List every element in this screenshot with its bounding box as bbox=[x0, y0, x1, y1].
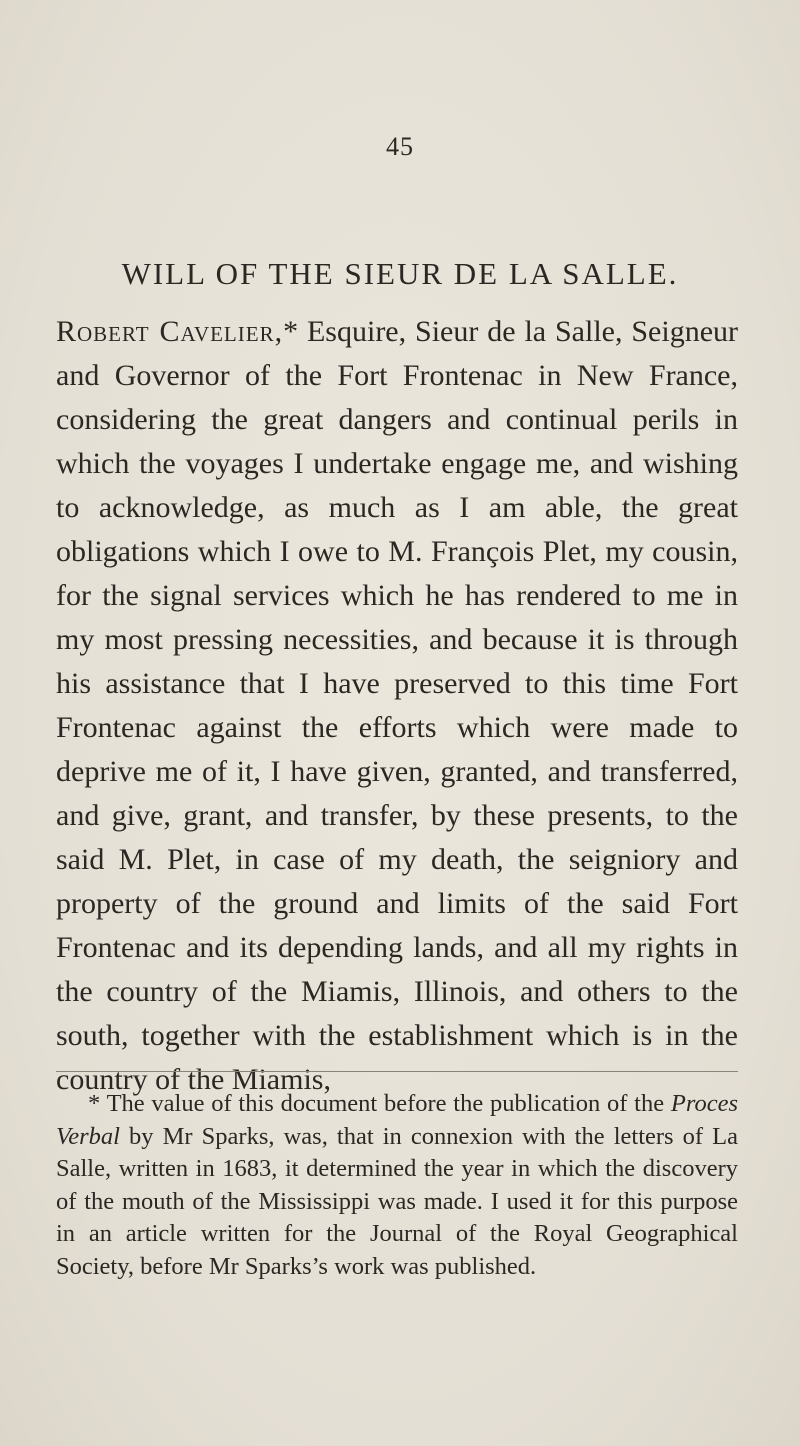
footnote bbox=[56, 1088, 738, 1283]
footnote-reference: * bbox=[283, 315, 299, 348]
chapter-heading: WILL OF THE SIEUR DE LA SALLE. bbox=[121, 256, 679, 291]
footnote-divider bbox=[56, 1071, 738, 1072]
body-text: Esquire, Sieur de la Salle, Seigneur and Governor of the Fort Frontenac in New France, considering the great dangers and continual perils in which the voyages I undertake engage me, and wishing to acknowledge, as much as I am able, the great obligations which I owe to M. François Plet, my cousin, for the signal services which he has rendered to me in my most pressing necessities, and because it is through his assistance that I have preserved to this time Fort Frontenac against the efforts which were made to deprive me of it, I have given, granted, and transferred, and give, grant, and transfer, by these presents, to the said M. Plet, in case of my death, the seigniory and property of the ground and limits of the said Fort Frontenac and its depending lands, and all my rights in the country of the Miamis, Illinois, and others to the south, together with the establishment which is in the country of the Miamis, bbox=[56, 315, 738, 1096]
footnote-italic-title: Proces Verbal bbox=[56, 1090, 738, 1150]
footnote-marker: * bbox=[88, 1090, 101, 1117]
testator-name: Robert Cavelier, bbox=[56, 315, 284, 348]
body-paragraph bbox=[56, 310, 738, 1102]
footnote-text-after: by Mr Sparks, was, that in connexion with the letters of La Salle, written in 1683, it determined the year in which the discovery of the mouth of the Mississippi was made. I used it for this purpose in an article written for the Journal of the Royal Geographical Society, before Mr Sparks’s work was published. bbox=[56, 1122, 738, 1280]
footnote-text-before: The value of this document before the publication of the bbox=[100, 1090, 671, 1117]
page-number: 45 bbox=[386, 132, 414, 161]
